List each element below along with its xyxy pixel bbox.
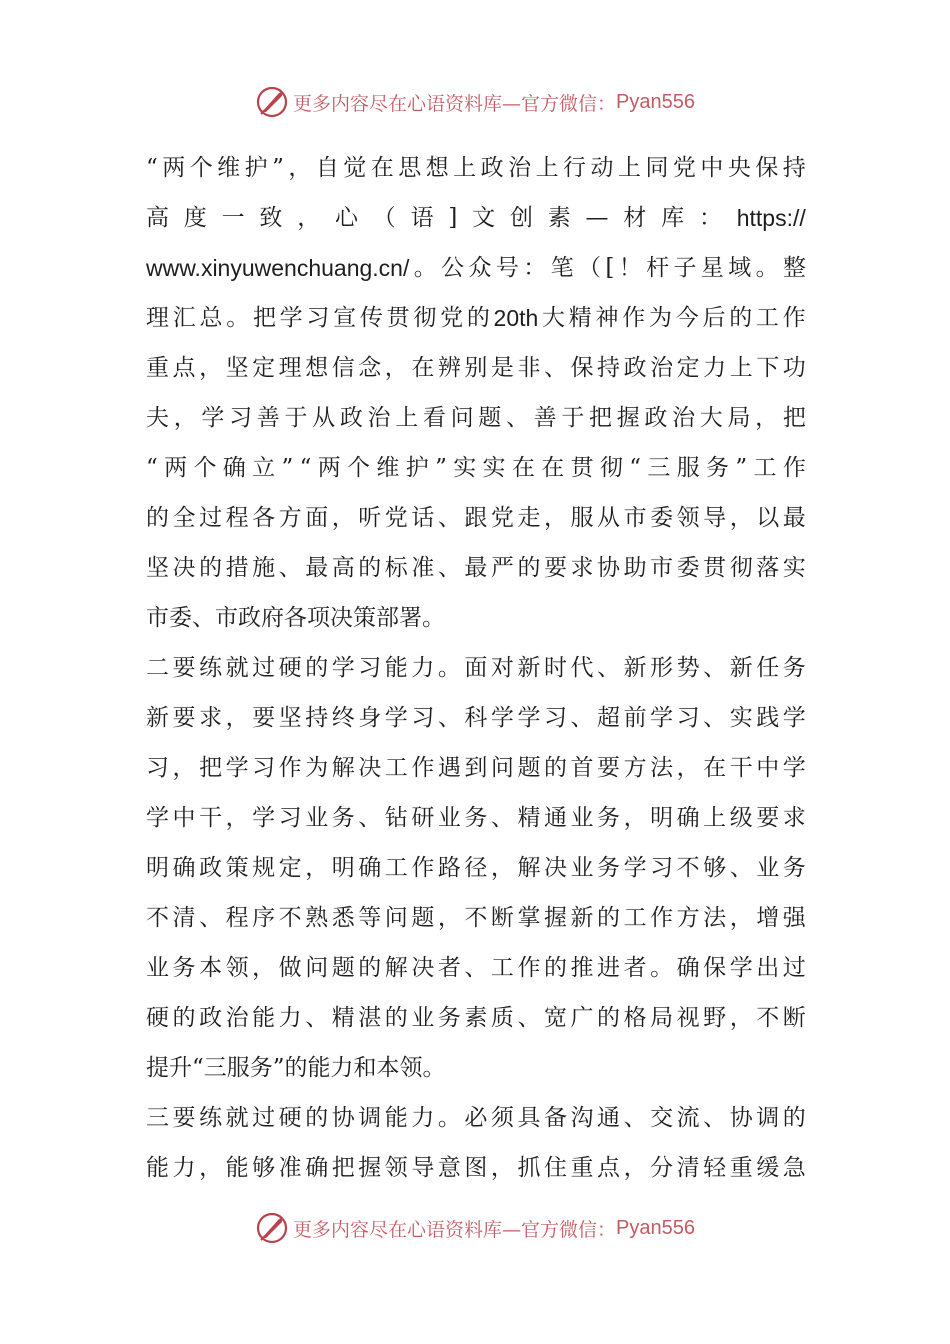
text-line: 的 全 过 程 各 方 面 ， 听 党 话 、 跟 党 走 ， 服 从 市 委 领 导 ， 以 最 bbox=[146, 505, 806, 531]
document-body bbox=[146, 143, 806, 1193]
footer-wechat-id: Pyan556 bbox=[616, 1216, 695, 1239]
text-line: 明 确 政 策 规 定 ， 明 确 工 作 路 径 ， 解 决 业 务 学 习 不 够 、 业 务 bbox=[146, 855, 806, 881]
header-banner bbox=[0, 82, 950, 122]
header-banner-text: 更多内容尽在心语资料库—官方微信： bbox=[293, 92, 617, 115]
header-wechat-id: Pyan556 bbox=[616, 90, 695, 113]
text-line: 不 清 、 程 序 不 熟 悉 等 问 题 ， 不 断 掌 握 新 的 工 作 方 法 ， 增 强 bbox=[146, 905, 806, 931]
quill-logo-icon bbox=[255, 85, 289, 119]
text-line: 能 力 ， 能 够 准 确 把 握 领 导 意 图 ， 抓 住 重 点 ， 分 清 轻 重 缓 急 bbox=[146, 1155, 806, 1181]
text-line: 夫 ， 学 习 善 于 从 政 治 上 看 问 题 、 善 于 把 握 政 治 大 局 ， 把 bbox=[146, 405, 806, 431]
footer-banner bbox=[0, 1208, 950, 1248]
text-line: 理 汇 总 。 把 学 习 宣 传 贯 彻 党 的 20th 大 精 神 作 为 今 后 的 工 作 bbox=[146, 305, 806, 331]
text-line: “ 两 个 确 立 ” “ 两 个 维 护 ” 实 实 在 在 贯 彻 “ 三 服 务 ” 工 作 bbox=[146, 455, 806, 481]
text-line: 市委、市政府各项决策部署。 bbox=[146, 605, 445, 631]
text-line: 习 ， 把 学 习 作 为 解 决 工 作 遇 到 问 题 的 首 要 方 法 ， 在 干 中 学 bbox=[146, 755, 806, 781]
footer-banner-text: 更多内容尽在心语资料库—官方微信： bbox=[293, 1218, 617, 1241]
text-line: 学 中 干 ， 学 习 业 务 、 钻 研 业 务 、 精 通 业 务 ， 明 确 上 级 要 求 bbox=[146, 805, 806, 831]
text-line: 重 点 ， 坚 定 理 想 信 念 ， 在 辨 别 是 非 、 保 持 政 治 定 力 上 下 功 bbox=[146, 355, 806, 381]
text-line: 二 要 练 就 过 硬 的 学 习 能 力 。 面 对 新 时 代 、 新 形 势 、 新 任 务 bbox=[146, 655, 806, 681]
text-line: www.xinyuwenchuang.cn/ 。 公 众 号 ： 笔 （ [ ！ 杆 子 星 域 。 整 bbox=[146, 255, 806, 281]
text-line: 硬 的 政 治 能 力 、 精 湛 的 业 务 素 质 、 宽 广 的 格 局 视 野 ， 不 断 bbox=[146, 1005, 806, 1031]
text-line: 业 务 本 领 ， 做 问 题 的 解 决 者 、 工 作 的 推 进 者 。 确 保 学 出 过 bbox=[146, 955, 806, 981]
text-line: 三 要 练 就 过 硬 的 协 调 能 力 。 必 须 具 备 沟 通 、 交 流 、 协 调 的 bbox=[146, 1105, 806, 1131]
text-line: “ 两 个 维 护 ” ， 自 觉 在 思 想 上 政 治 上 行 动 上 同 党 中 央 保 持 bbox=[146, 155, 806, 181]
text-line: 提升“三服务”的能力和本领。 bbox=[146, 1055, 446, 1081]
text-line: 新 要 求 ， 要 坚 持 终 身 学 习 、 科 学 学 习 、 超 前 学 习 、 实 践 学 bbox=[146, 705, 806, 731]
text-line: 高 度 一 致 ， 心 （ 语 ] 文 创 素 — 材 库 ： https:// bbox=[146, 205, 806, 231]
quill-logo-icon bbox=[255, 1211, 289, 1245]
text-line: 坚 决 的 措 施 、 最 高 的 标 准 、 最 严 的 要 求 协 助 市 委 贯 彻 落 实 bbox=[146, 555, 806, 581]
